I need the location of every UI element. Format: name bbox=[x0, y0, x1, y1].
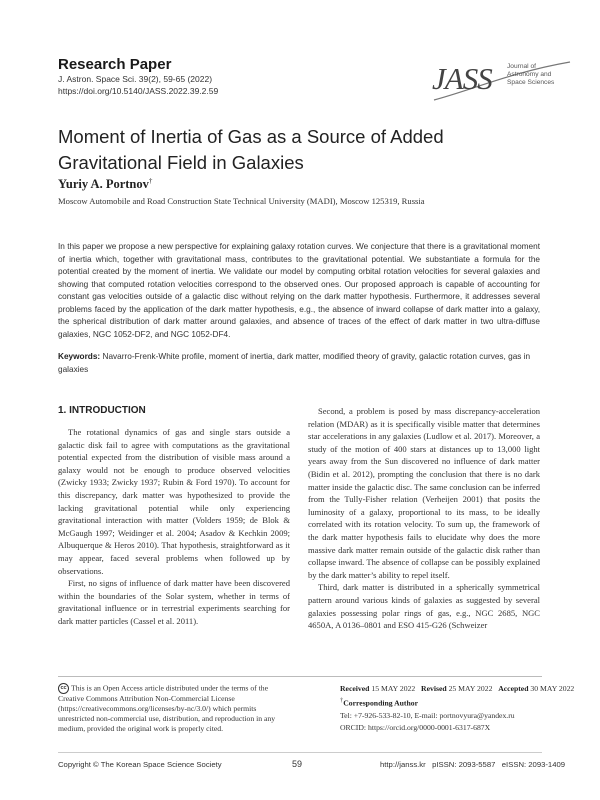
author-name: Yuriy A. Portnov bbox=[58, 177, 149, 192]
jass-logo-wordmark: JASS bbox=[432, 61, 492, 96]
logo-line-2: Astronomy and bbox=[507, 71, 552, 78]
footnote-divider bbox=[58, 676, 542, 677]
corresponding-mark: † bbox=[340, 697, 344, 704]
body-paragraph: First, no signs of influence of dark matter have been discovered within the boundaries of the Solar system, whether in terms of gravitational influence or in terrestrial experiments searching for dark matter particles (Cassel et al. 2011). bbox=[58, 578, 290, 626]
footer-divider bbox=[58, 752, 542, 753]
revised-label: Revised bbox=[421, 684, 447, 693]
corresponding-author-heading bbox=[340, 695, 560, 710]
revised-date: 25 MAY 2022 bbox=[448, 684, 493, 693]
keywords-text: Navarro-Frenk-White profile, moment of inertia, dark matter, modified theory of gravity, galactic rotation curves, gas in galaxies bbox=[58, 352, 531, 374]
corresponding-label: Corresponding Author bbox=[343, 698, 419, 708]
received-label: Received bbox=[340, 684, 370, 693]
contact-info: Tel: +7-926-533-82-10, E-mail: portnovyura@yandex.ru bbox=[340, 710, 515, 720]
author-affiliation: Moscow Automobile and Road Construction State Technical University (MADI), Moscow 125319, Russia bbox=[58, 196, 425, 206]
keywords-label: Keywords: bbox=[58, 352, 101, 361]
logo-line-1: Journal of bbox=[507, 63, 536, 70]
keywords bbox=[58, 351, 540, 376]
journal-citation: J. Astron. Space Sci. 39(2), 59-65 (2022) bbox=[58, 74, 213, 84]
page-number: 59 bbox=[292, 759, 303, 769]
footer-copyright: Copyright © The Korean Space Science Society bbox=[58, 760, 222, 769]
license-text: This is an Open Access article distributed under the terms of the Creative Commons Attribution Non-Commercial License (https://creativecommons.org/licenses/by-nc/3.0/) which permits unrestricted non-commercial use, distribution, and reproduction in any medium, provided the original work is properly cited. bbox=[58, 683, 276, 733]
author-line bbox=[58, 177, 152, 192]
body-paragraph: Second, a problem is posed by mass discrepancy-acceleration relation (MDAR) as it is specifically visible matter that determines star accelerations in any galaxies (Ludlow et al. 2017). Moreover, a study of the motion of 400 stars at distances up to 13,000 light years away from the Sun discovered no influence of dark matter (Bidin et al. 2012), prompting the conclusion that there is no dark matter inside the galactic disc. The same conclusion can be inferred from the Tully-Fisher relation (Verheijen 2001) that posits the luminosity of a galaxy, proportional to its mass, to be ideally correlated with its rotation velocity. To sum up, the framework of the dark matter hypothesis fails to elucidate why does the more massive dark matter remain outside of the galactic disk rather than collapse inward. The absence of collapse can be possibly explained by the dark matter’s ability to repel itself. bbox=[308, 406, 540, 580]
license-notice bbox=[58, 683, 290, 734]
body-column-right bbox=[308, 405, 540, 632]
jass-logo-subtitle bbox=[507, 63, 577, 87]
creative-commons-icon: cc bbox=[58, 683, 69, 694]
accepted-date: 30 MAY 2022 bbox=[530, 684, 575, 693]
body-column-left bbox=[58, 426, 290, 628]
publication-dates bbox=[340, 683, 575, 695]
body-paragraph: The rotational dynamics of gas and single stars outside a galactic disk fail to agree with computations as the gravitational potential expected from the distribution of visible mass around a galaxy would not be enough to produce observed velocities (Zwicky 1933; Zwicky 1937; Rubin & Ford 1970). To account for this discrepancy, dark matter was hypothesized to provide the lacking gravitational potential while only experiencing gravitational interaction with matter (Volders 1959; de Blok & McGaugh 1997; Weidinger et al. 2004; Asadov & Kechkin 2009; Albuquerque & Heros 2010). That hypothesis, straightforward as it may appear, faced several problems when followed up by observations. bbox=[58, 427, 290, 576]
section-heading-introduction: 1. INTRODUCTION bbox=[58, 405, 146, 416]
doi-link[interactable]: https://doi.org/10.5140/JASS.2022.39.2.59 bbox=[58, 86, 219, 96]
paper-type-label: Research Paper bbox=[58, 56, 172, 73]
abstract: In this paper we propose a new perspective for explaining galaxy rotation curves. We conjecture that there is a gravitational moment of inertia which, together with gravitational mass, contributes to the gravitational potential. We substantiate a formula for the potential created by the moment of inertia. We validate our model by computing orbital rotation velocities for several galaxies and showing that computed rotation velocities correspond to the observed ones. Our proposed approach is capable of accounting for constant gas velocities outside of a galactic disc without relying on the dark matter hypothesis. Furthermore, it addresses several problems faced by the application of the dark matter hypothesis, e.g., the absence of inward collapse of dark matter into a galaxy, the spherical distribution of dark matter around galaxies, and absence of traces of the effect of dark matter in two ultra-diffuse galaxies, NGC 1052-DF2, and NGC 1052-DF4. bbox=[58, 242, 540, 339]
author-corresponding-mark: † bbox=[148, 177, 153, 185]
footer-issn: http://janss.kr pISSN: 2093-5587 eISSN: 2093-1409 bbox=[380, 760, 566, 769]
received-date: 15 MAY 2022 bbox=[371, 684, 416, 693]
orcid-link[interactable]: ORCID: https://orcid.org/0000-0001-6317-687X bbox=[340, 722, 491, 732]
logo-line-3: Space Sciences bbox=[507, 79, 555, 86]
paper-title: Moment of Inertia of Gas as a Source of Added Gravitational Field in Galaxies bbox=[58, 126, 444, 173]
accepted-label: Accepted bbox=[498, 684, 529, 693]
publication-info bbox=[340, 683, 575, 734]
body-paragraph: Third, dark matter is distributed in a spherically symmetrical pattern around various kinds of galaxies as suggested by several galaxies possessing polar rings of gas, e.g., NGC 2685, NGC 4650A, A 0136–0801 and ESO 415-G26 (Schweizer bbox=[308, 582, 540, 631]
